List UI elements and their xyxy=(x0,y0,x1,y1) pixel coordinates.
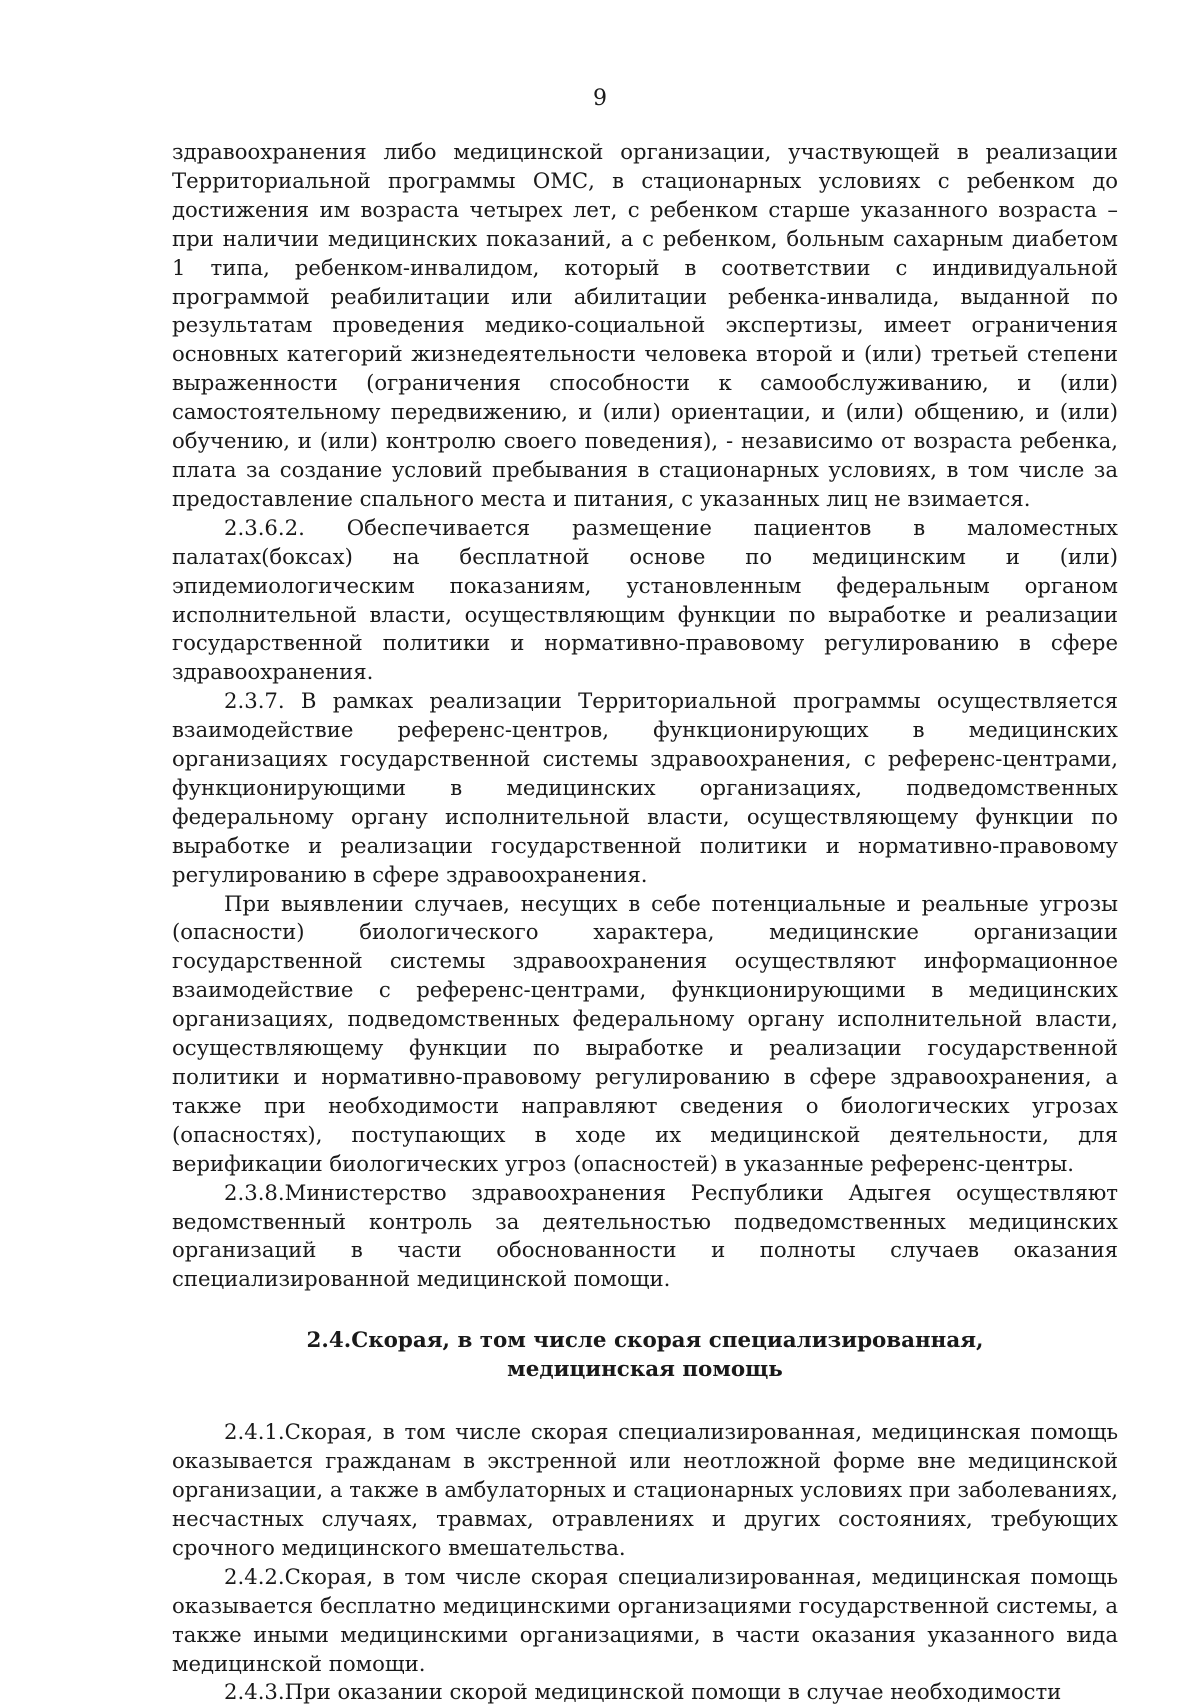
document-body xyxy=(172,138,1118,1707)
section-heading-line: медицинская помощь xyxy=(507,1357,783,1383)
paragraph: При выявлении случаев, несущих в себе потенциальные и реальные угрозы (опасности) биологического характера, медицинские организации государственной системы здравоохранения осуществляют информационное взаимодействие с референс-центрами, функционирующими в медицинских организациях, подведомственных федеральному органу исполнительной власти, осуществляющему функции по выработке и реализации государственной политики и нормативно-правовому регулированию в сфере здравоохранения, а также при необходимости направляют сведения о биологических угрозах (опасностях), поступающих в ходе их медицинской деятельности, для верификации биологических угроз (опасностей) в указанные референс-центры. xyxy=(172,890,1118,1176)
paragraph: 2.3.8.Министерство здравоохранения Республики Адыгея осуществляют ведомственный контроль за деятельностью подведомственных медицинских организаций в части обоснованности и полноты случаев оказания специализированной медицинской помощи. xyxy=(172,1179,1118,1292)
section-heading xyxy=(172,1326,1118,1384)
paragraph: 2.4.1.Скорая, в том числе скорая специализированная, медицинская помощь оказывается гражданам в экстренной или неотложной форме вне медицинской организации, а также в амбулаторных и стационарных условиях при заболеваниях, несчастных случаях, травмах, отравлениях и других состояниях, требующих срочного медицинского вмешательства. xyxy=(172,1419,1118,1560)
paragraph: здравоохранения либо медицинской организации, участвующей в реализации Территориальной программы ОМС, в стационарных условиях с ребенком до достижения им возраста четырех лет, с ребенком старше указанного возраста – при наличии медицинских показаний, а с ребенком, больным сахарным диабетом 1 типа, ребенком-инвалидом, который в соответствии с индивидуальной программой реабилитации или абилитации ребенка-инвалида, выданной по результатам проведения медико-социальной экспертизы, имеет ограничения основных категорий жизнедеятельности человека второй и (или) третьей степени выраженности (ограничения способности к самообслуживанию, и (или) самостоятельному передвижению, и (или) ориентации, и (или) общению, и (или) обучению, и (или) контролю своего поведения), - независимо от возраста ребенка, плата за создание условий пребывания в стационарных условиях, в том числе за предоставление спального места и питания, с указанных лиц не взимается. xyxy=(172,139,1118,511)
paragraph: 2.4.2.Скорая, в том числе скорая специализированная, медицинская помощь оказывается бесплатно медицинскими организациями государственной системы, а также иными медицинскими организациями, в части оказания указанного вида медицинской помощи. xyxy=(172,1563,1118,1676)
paragraph: 2.4.3.При оказании скорой медицинской помощи в случае необходимости xyxy=(224,1679,1062,1705)
section-heading-line: 2.4.Скорая, в том числе скорая специализированная, xyxy=(306,1328,984,1354)
paragraph: 2.3.7. В рамках реализации Территориальной программы осуществляется взаимодействие референс-центров, функционирующих в медицинских организациях государственной системы здравоохранения, с референс-центрами, функционирующими в медицинских организациях, подведомственных федеральному органу исполнительной власти, осуществляющему функции по выработке и реализации государственной политики и нормативно-правовому регулированию в сфере здравоохранения. xyxy=(172,688,1118,887)
page-number: 9 xyxy=(593,86,607,111)
paragraph: 2.3.6.2. Обеспечивается размещение пациентов в маломестных палатах(боксах) на бесплатной основе по медицинским и (или) эпидемиологическим показаниям, установленным федеральным органом исполнительной власти, осуществляющим функции по выработке и реализации государственной политики и нормативно-правовому регулированию в сфере здравоохранения. xyxy=(172,514,1118,685)
